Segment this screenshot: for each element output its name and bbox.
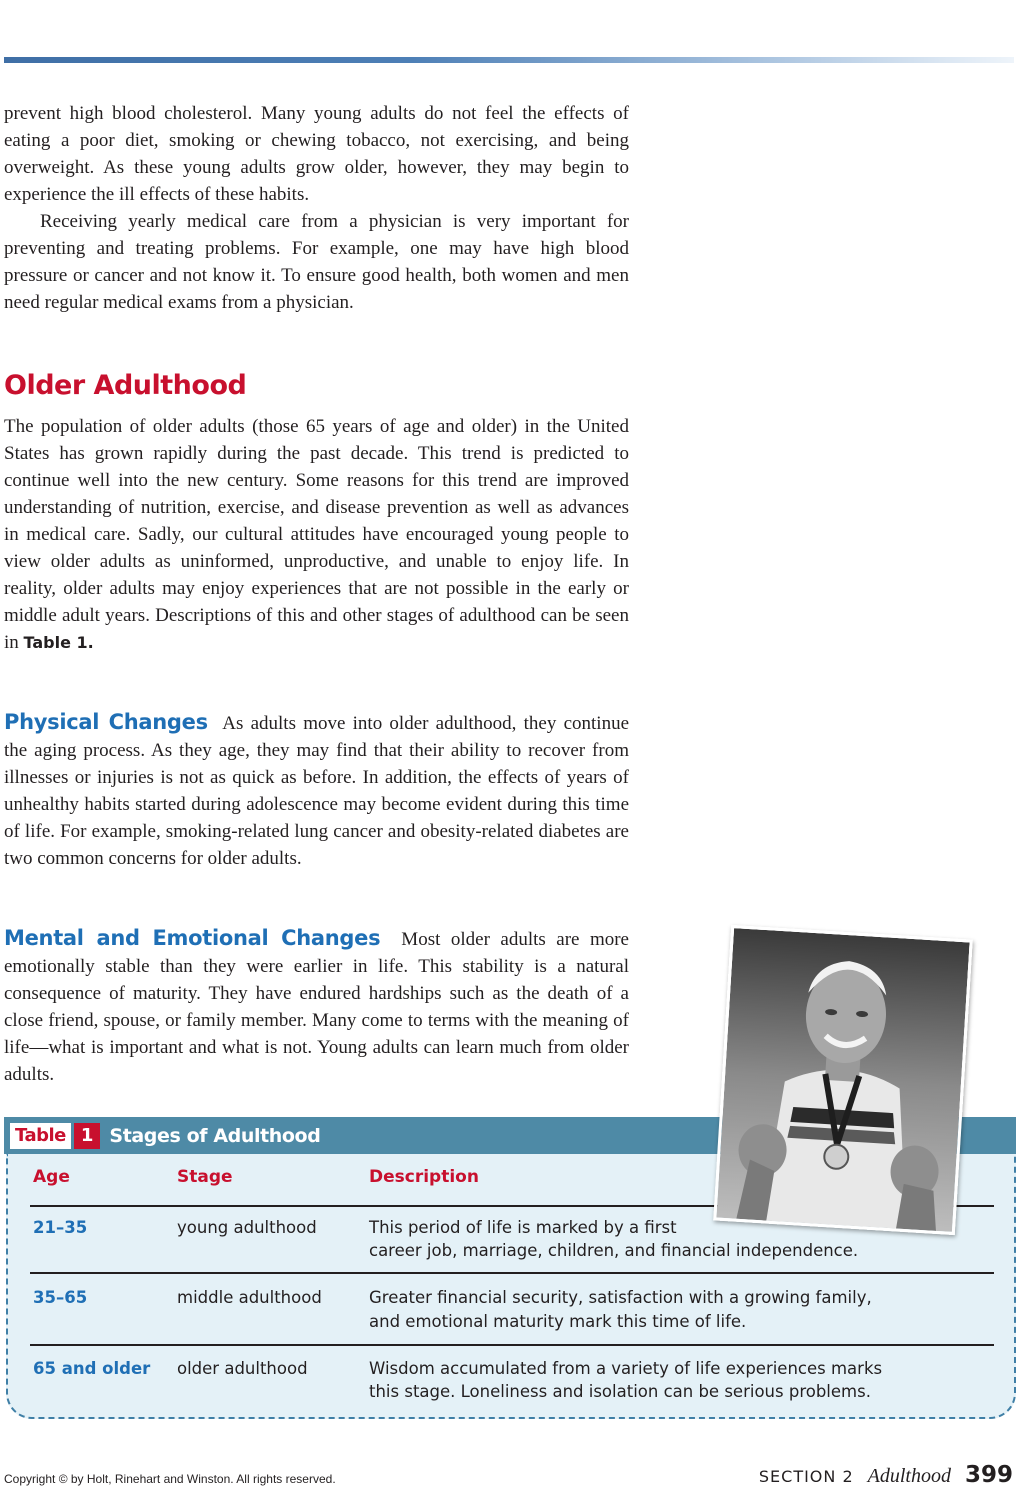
cell-stage: young adulthood xyxy=(177,1218,317,1237)
intro-text xyxy=(4,100,629,316)
older-adulthood-body: The population of older adults (those 65 years of age and older) in the United States has grown rapidly during the past decade. This trend is predicted to continue well into the new century. Some reasons for this trend are improved understanding of nutrition, exercise, and disease prevention as well as advances in medical care. Sadly, our cultural attitudes have encouraged young people to view older adults as uninformed, unproductive, and unable to enjoy life. In reality, older adults may enjoy experiences that are not possible in the early or middle adult years. Descriptions of this and other stages of adulthood can be seen in xyxy=(4,416,629,653)
column-header-description: Description xyxy=(369,1167,479,1187)
cell-stage: older adulthood xyxy=(177,1359,308,1378)
cell-stage: middle adulthood xyxy=(177,1288,322,1307)
table-caption: Stages of Adulthood xyxy=(109,1125,321,1147)
physical-changes-heading: Physical Changes xyxy=(4,710,208,734)
physical-changes-text xyxy=(4,709,629,872)
column-header-stage: Stage xyxy=(177,1167,233,1187)
cell-description-line: this stage. Loneliness and isolation can be serious problems. xyxy=(369,1382,871,1401)
page-footer xyxy=(759,1462,1013,1488)
table-divider xyxy=(30,1344,994,1346)
cell-description-line: and emotional maturity mark this time of life. xyxy=(369,1312,747,1331)
footer-section: SECTION 2 xyxy=(758,1467,854,1486)
page-number: 399 xyxy=(964,1462,1013,1488)
table-reference-link[interactable]: Table 1. xyxy=(23,633,94,652)
table-label: Table xyxy=(10,1123,71,1149)
older-runner-photo xyxy=(713,925,973,1235)
section-heading: Older Adulthood xyxy=(4,370,247,401)
cell-description-line: Greater financial security, satisfaction with a growing family, xyxy=(369,1288,872,1307)
physical-changes-body: As adults move into older adulthood, they continue the aging process. As they age, they may find that their ability to recover from illnesses or injuries is not as quick as before. In addition, the effects of years of unhealthy habits started during adolescence may become evident during this time of life. For example, smoking-related lung cancer and obesity-related diabetes are two common concerns for older adults. xyxy=(4,713,629,869)
photo-illustration xyxy=(716,928,969,1232)
cell-age: 65 and older xyxy=(33,1359,151,1378)
copyright-notice: Copyright © by Holt, Rinehart and Winston. All rights reserved. xyxy=(4,1472,336,1486)
top-rule xyxy=(4,57,1014,63)
cell-description-line: career job, marriage, children, and financial independence. xyxy=(369,1241,859,1260)
paragraph-2: Receiving yearly medical care from a physician is very important for preventing and treating problems. For example, one may have high blood pressure or cancer and not know it. To ensure good health, both women and men need regular medical exams from a physician. xyxy=(4,211,629,313)
mental-changes-paragraph xyxy=(4,925,629,1088)
table-number: 1 xyxy=(74,1123,101,1149)
cell-description-line: This period of life is marked by a first xyxy=(369,1218,677,1237)
cell-age: 35–65 xyxy=(33,1288,88,1307)
table-divider xyxy=(30,1272,994,1274)
mental-changes-body: Most older adults are more emotionally stable than they were earlier in life. This stability is a natural consequence of maturity. They have endured hardships such as the death of a close friend, spouse, or family member. Many come to terms with the meaning of life—what is important and what is not. Young adults can learn much from older adults. xyxy=(4,929,629,1085)
footer-chapter: Adulthood xyxy=(867,1465,951,1487)
paragraph-1: prevent high blood cholesterol. Many young adults do not feel the effects of eating a poor diet, smoking or chewing tobacco, not exercising, and being overweight. As these young adults grow older, however, they may begin to experience the ill effects of these habits. xyxy=(4,103,629,205)
physical-changes-paragraph xyxy=(4,709,629,872)
mental-changes-text xyxy=(4,925,629,1088)
older-adulthood-paragraph xyxy=(4,413,629,656)
older-adulthood-text xyxy=(4,413,629,656)
mental-changes-heading: Mental and Emotional Changes xyxy=(4,926,381,950)
column-header-age: Age xyxy=(33,1167,70,1187)
cell-age: 21–35 xyxy=(33,1218,88,1237)
cell-description-line: Wisdom accumulated from a variety of life experiences marks xyxy=(369,1359,883,1378)
table-title xyxy=(10,1123,320,1149)
